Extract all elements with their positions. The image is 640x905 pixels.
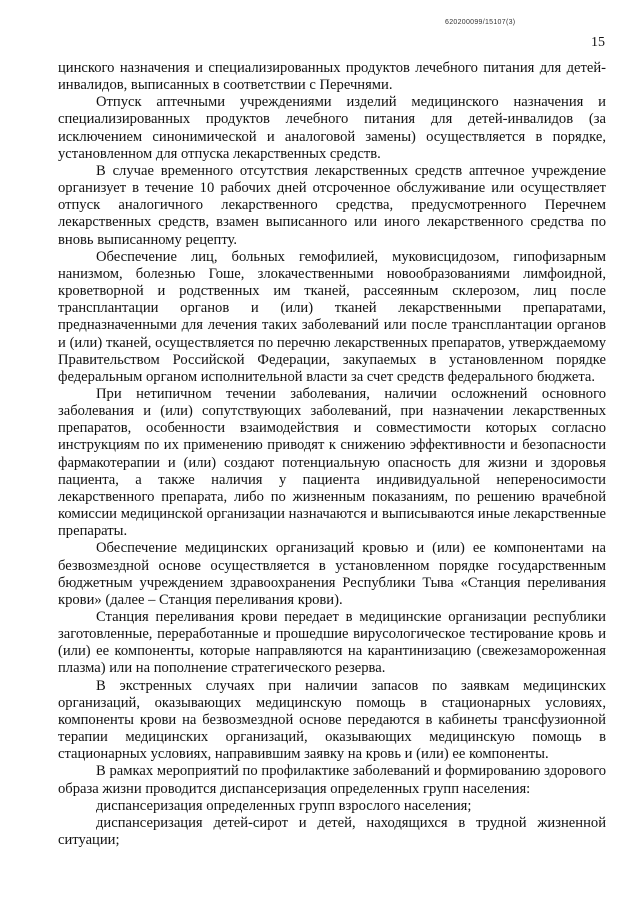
document-id: 620200099/15107(3) <box>445 19 516 26</box>
paragraph: Обеспечение медицинских организаций кровью и (или) ее компонентами на безвозмездной основе осуществляется в установленном порядке государственным бюджетным учреждением здравоохранения Республики Тыва «Станция переливания крови» (далее – Станция переливания крови). <box>58 540 606 608</box>
body-text <box>58 60 606 849</box>
page-number: 15 <box>591 35 605 50</box>
paragraph: В рамках мероприятий по профилактике заболеваний и формированию здорового образа жизни проводится диспансеризация определенных групп населения: <box>58 763 606 797</box>
list-item: диспансеризация определенных групп взрослого населения; <box>96 797 472 814</box>
paragraph: В случае временного отсутствия лекарственных средств аптечное учреждение организует в течение 10 рабочих дней отсроченное обслуживание или осуществляет отпуск аналогичного лекарственного средства, предусмотренного Перечнем лекарственных средств, взамен выписанного или иного лекарственного средства по вновь выписанному рецепту. <box>58 162 606 248</box>
paragraph: Обеспечение лиц, больных гемофилией, муковисцидозом, гипофизарным нанизмом, болезнью Гоше, злокачественными новообразованиями лимфоидной, кроветворной и родственных им тканей, рассеянным склерозом, лиц после трансплантации органов и (или) тканей лекарственными препаратами, предназначенными для лечения таких заболеваний или после трансплантации органов и (или) тканей, осуществляется по перечню лекарственных препаратов, утверждаемому Правительством Российской Федерации, закупаемых в установленном порядке федеральным органом исполнительной власти за счет средств федерального бюджета. <box>58 248 606 385</box>
list-item: диспансеризация детей-сирот и детей, находящихся в трудной жизненной ситуации; <box>58 814 606 849</box>
paragraph: Отпуск аптечными учреждениями изделий медицинского назначения и специализированных продуктов лечебного питания для детей-инвалидов (за исключением синонимической и аналоговой замены) осуществляется в порядке, установленном для отпуска лекарственных средств. <box>58 94 606 162</box>
paragraph: Станция переливания крови передает в медицинские организации республики заготовленные, переработанные и прошедшие вирусологическое тестирование кровь и (или) ее компоненты, которые направляются на карантинизацию (свежезамороженная плазма) или на пополнение стратегического резерва. <box>58 609 606 677</box>
paragraph: В экстренных случаях при наличии запасов по заявкам медицинских организаций, оказывающих медицинскую помощь в стационарных условиях, компоненты крови на безвозмездной основе передаются в кабинеты трансфузионной терапии медицинских организаций, оказывающих медицинскую помощь в стационарных условиях, направившим заявку на кровь и (или) ее компоненты. <box>58 677 606 763</box>
paragraph: При нетипичном течении заболевания, наличии осложнений основного заболевания и (или) сопутствующих заболеваний, при назначении лекарственных препаратов, особенности взаимодействия и совместимости которых согласно инструкциям по их применению приводят к снижению эффективности и безопасности фармакотерапии и (или) создают потенциальную опасность для жизни и здоровья пациента, а также наличия у пациента индивидуальной непереносимости лекарственного препарата, либо по жизненным показаниям, по решению врачебной комиссии медицинской организации назначаются и выписываются иные лекарственные препараты. <box>58 385 606 540</box>
paragraph-continued: цинского назначения и специализированных продуктов лечебного питания для детей-инвалидов, выписанных в соответствии с Перечнями. <box>58 60 606 94</box>
